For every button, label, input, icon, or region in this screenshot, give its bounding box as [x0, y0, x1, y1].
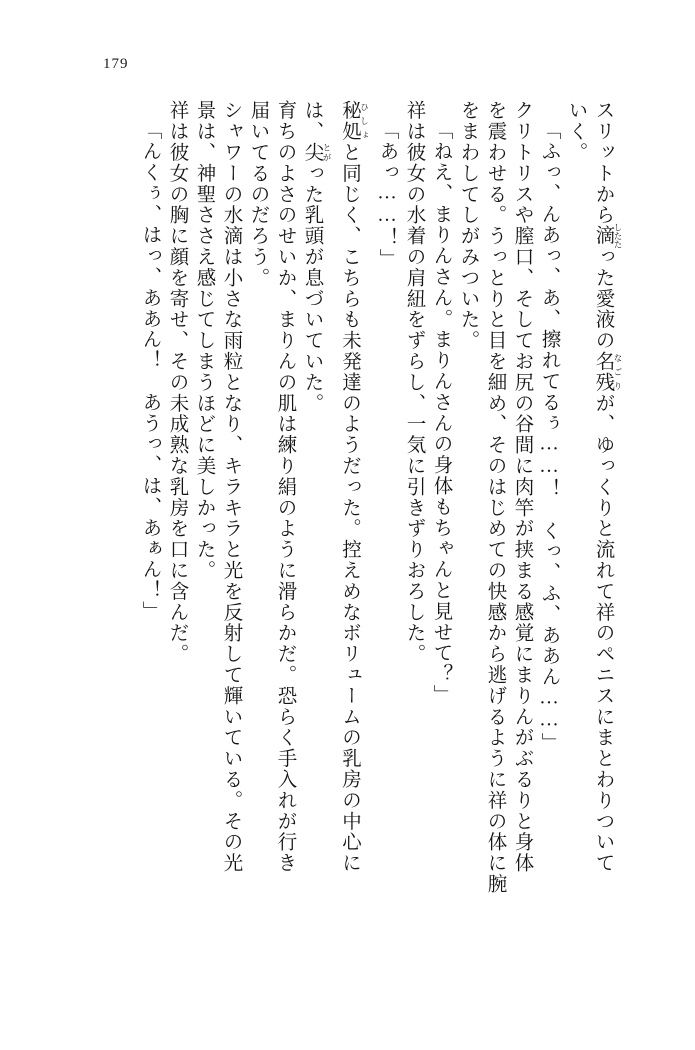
text-column: 「ねえ、まりんさん。まりんさんの身体もちゃんと見せて？」: [430, 120, 452, 706]
text-column: をまわしてしがみついた。: [457, 100, 479, 351]
text-column: いく。: [565, 100, 587, 163]
text-column: 祥は彼女の胸に顔を寄せ、その未成熟な乳房を口に含んだ。: [166, 100, 188, 665]
text-column: スリットから滴 したたった愛液の名残 なごりが、ゆっくりと流れて祥のペニスにまとわりついて: [592, 100, 623, 874]
page-number: 179: [103, 56, 129, 72]
text-column: クリトリスや膣口、そしてお尻の谷間に肉竿が挟まる感覚にまりんがぶるりと身体: [511, 100, 533, 874]
text-column: 「んくぅ、はっ、ああん！ あうっ、は、あぁん！」: [139, 120, 161, 622]
text-column: 祥は彼女の水着の肩紐をずらし、一気に引きずりおろした。: [403, 100, 425, 665]
text-column: 景は、神聖ささえ感じてしまうほどに美しかった。: [193, 100, 215, 581]
text-column: 「ふっ、んあっ、あ、擦れてるぅ……！ くっ、ふ、ああん……」: [538, 120, 560, 753]
text-column: 秘処 ひしょと同じく、こちらも未発達のようだった。控えめなボリュームの乳房の中心に: [339, 100, 370, 874]
vertical-text-body: [83, 100, 623, 1010]
text-column: 育ちのよさのせいか、まりんの肌は練り絹のように滑らかだ。恐らく手入れが行き: [274, 100, 296, 874]
text-column: 「あっ……！」: [376, 120, 398, 270]
text-column: は、尖 とがった乳頭が息づいていた。: [301, 100, 332, 414]
text-column: シャワーの水滴は小さな雨粒となり、キラキラと光を反射して輝いている。その光: [220, 100, 242, 874]
text-column: を震わせる。うっとりと目を細め、そのはじめての快感から逃げるように祥の体に腕: [484, 100, 506, 895]
text-column: 届いてるのだろう。: [247, 100, 269, 289]
